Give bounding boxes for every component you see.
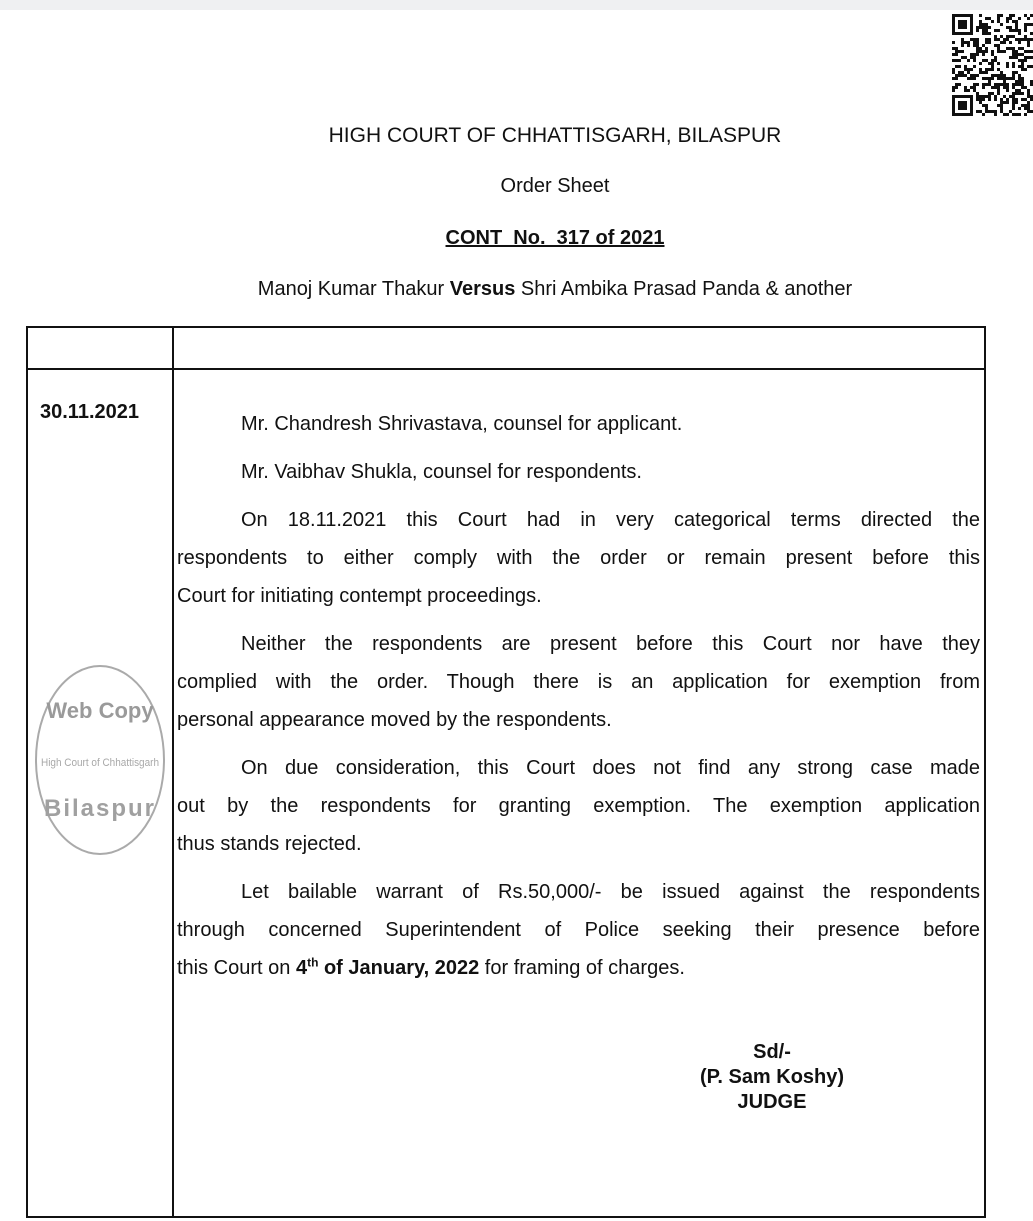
case-parties bbox=[0, 278, 1033, 301]
hearing-date: of January, 2022 bbox=[318, 957, 480, 979]
document-type: Order Sheet bbox=[500, 175, 610, 197]
order-paragraph bbox=[177, 405, 980, 443]
respondent: Shri Ambika Prasad Panda & another bbox=[515, 278, 853, 300]
order-paragraph bbox=[177, 625, 980, 739]
paragraph-line: personal appearance moved by the respondents. bbox=[177, 709, 612, 731]
paragraph-line: Mr. Vaibhav Shukla, counsel for respondents. bbox=[241, 461, 642, 483]
order-paragraph bbox=[177, 501, 980, 615]
final-line bbox=[177, 949, 980, 987]
paragraph-line: out by the respondents for granting exemption. The exemption application bbox=[177, 795, 980, 817]
stamp-line1: Web Copy bbox=[46, 698, 154, 723]
case-number: CONT No. 317 of 2021 bbox=[445, 227, 665, 249]
stamp-line2: High Court of Chhattisgarh bbox=[41, 757, 159, 769]
qr-code-icon bbox=[952, 14, 1033, 116]
order-body bbox=[177, 405, 980, 997]
paragraph-line: Neither the respondents are present before this Court nor have they bbox=[241, 633, 980, 655]
stamp-line3: Bilaspur bbox=[43, 795, 157, 822]
order-date: 30.11.2021 bbox=[40, 401, 139, 423]
paragraph-line: Court for initiating contempt proceedings. bbox=[177, 585, 542, 607]
signature-sd: Sd/- bbox=[753, 1041, 791, 1063]
judge-name: (P. Sam Koshy) bbox=[699, 1066, 845, 1088]
order-paragraph bbox=[177, 453, 980, 491]
paragraph-line: respondents to either comply with the order or remain present before this bbox=[177, 547, 980, 569]
paragraph-line: thus stands rejected. bbox=[177, 833, 362, 855]
paragraph-line: On 18.11.2021 this Court had in very categorical terms directed the bbox=[241, 509, 980, 531]
signature-block bbox=[622, 1040, 922, 1115]
column-divider bbox=[172, 328, 174, 1216]
order-paragraph bbox=[177, 873, 980, 987]
hearing-day-suffix: th bbox=[307, 955, 319, 970]
paragraph-line: through concerned Superintendent of Police seeking their presence before bbox=[177, 919, 980, 941]
judge-title: JUDGE bbox=[737, 1091, 807, 1113]
paragraph-line: On due consideration, this Court does not find any strong case made bbox=[241, 757, 980, 779]
paragraph-line: complied with the order. Though there is an application for exemption from bbox=[177, 671, 980, 693]
top-bar bbox=[0, 0, 1033, 10]
petitioner: Manoj Kumar Thakur bbox=[257, 278, 450, 300]
paragraph-line: Let bailable warrant of Rs.50,000/- be issued against the respondents bbox=[241, 881, 980, 903]
final-suffix: for framing of charges. bbox=[479, 957, 685, 979]
paragraph-line: Mr. Chandresh Shrivastava, counsel for applicant. bbox=[241, 413, 683, 435]
hearing-day: 4 bbox=[295, 957, 308, 979]
final-prefix: this Court on bbox=[177, 957, 296, 979]
order-paragraph bbox=[177, 749, 980, 863]
versus: Versus bbox=[449, 278, 516, 300]
court-title: HIGH COURT OF CHHATTISGARH, BILASPUR bbox=[328, 124, 782, 147]
